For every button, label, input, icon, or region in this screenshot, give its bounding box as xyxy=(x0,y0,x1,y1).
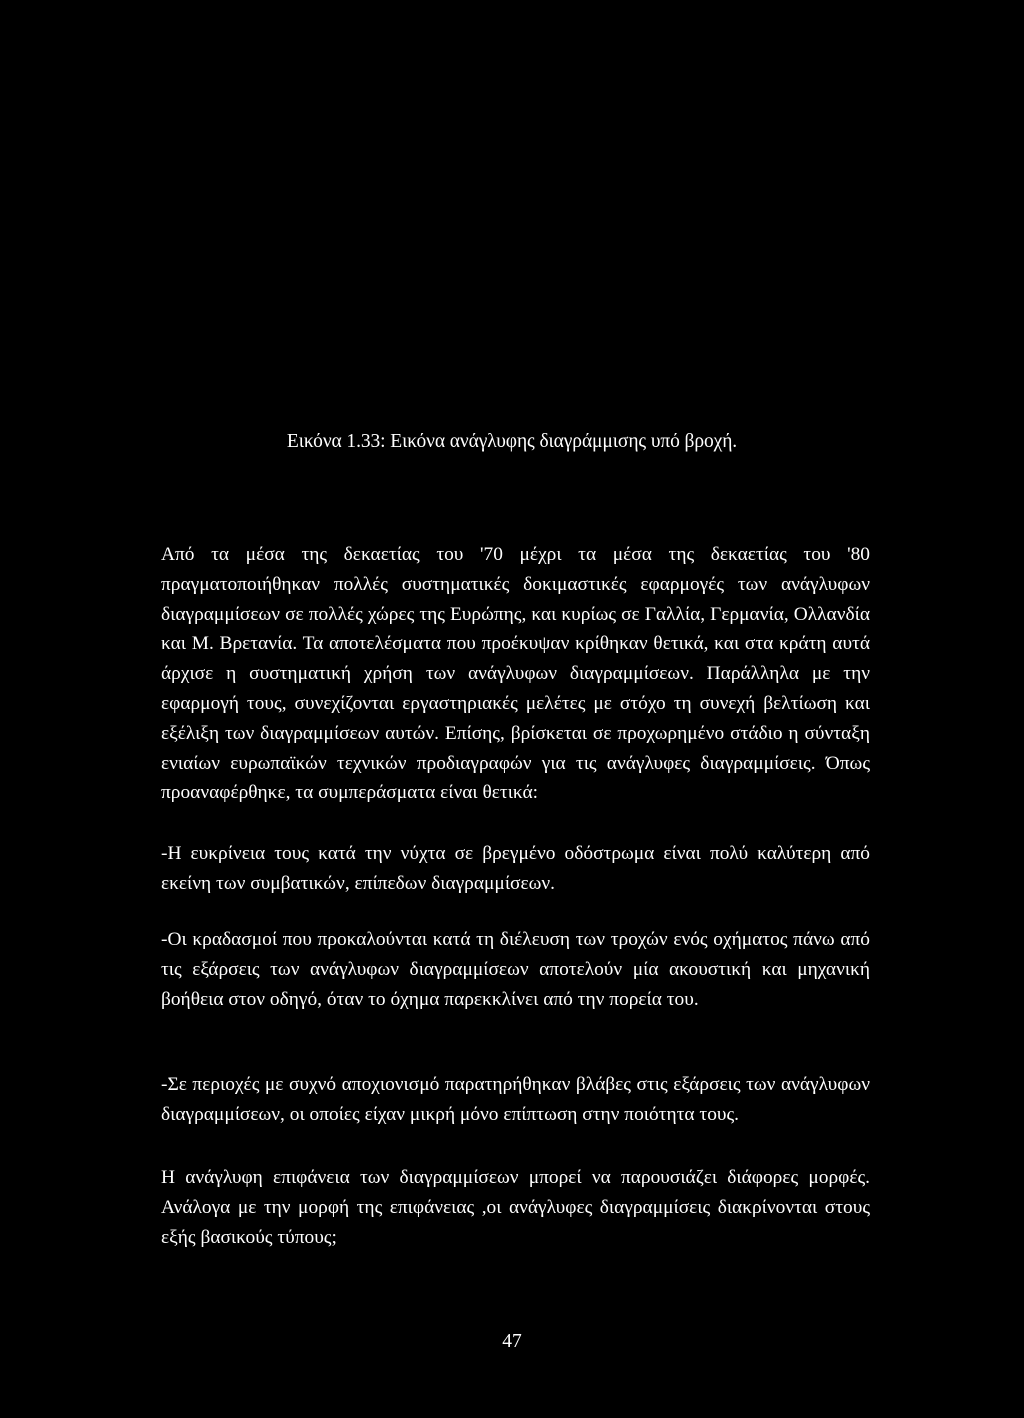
paragraph-vibrations xyxy=(161,925,870,1014)
paragraph-text: -Σε περιοχές με συχνό αποχιονισμό παρατηρήθηκαν βλάβες στις εξάρσεις των ανάγλυφων διαγραμμίσεων, οι οποίες είχαν μικρή μόνο επίπτωση στην ποιότητα τους. xyxy=(161,1074,870,1125)
paragraph-surface-types xyxy=(161,1163,870,1252)
figure-image xyxy=(0,0,1024,420)
paragraph-text: -Οι κραδασμοί που προκαλούνται κατά τη διέλευση των τροχών ενός οχήματος πάνω από τις εξάρσεις των ανάγλυφων διαγραμμίσεων αποτελούν μία ακουστική και μηχανική βοήθεια στον οδηγό, όταν το όχημα παρεκκλίνει από την πορεία του. xyxy=(161,929,870,1010)
paragraph-history xyxy=(161,540,870,808)
paragraph-night-visibility xyxy=(161,839,870,899)
paragraph-text: Η ανάγλυφη επιφάνεια των διαγραμμίσεων μπορεί να παρουσιάζει διάφορες μορφές. Ανάλογα με την μορφή της επιφάνειας ,οι ανάγλυφες διαγραμμίσεις διακρίνονται στους εξής βασικούς τύπους; xyxy=(161,1167,870,1248)
paragraph-text: Από τα μέσα της δεκαετίας του '70 μέχρι τα μέσα της δεκαετίας του '80 πραγματοποιήθηκαν πολλές συστηματικές δοκιμαστικές εφαρμογές των ανάγλυφων διαγραμμίσεων σε πολλές χώρες της Ευρώπης, και κυρίως σε Γαλλία, Γερμανία, Ολλανδία και Μ. Βρετανία. Τα αποτελέσματα που προέκυψαν κρίθηκαν θετικά, και στα κράτη αυτά άρχισε η συστηματική χρήση των ανάγλυφων διαγραμμίσεων. Παράλληλα με την εφαρμογή τους, συνεχίζονται εργαστηριακές μελέτες με στόχο τη συνεχή βελτίωση και εξέλιξη των διαγραμμίσεων αυτών. Επίσης, βρίσκεται σε προχωρημένο στάδιο η σύνταξη ενιαίων ευρωπαϊκών τεχνικών προδιαγραφών για τις ανάγλυφες διαγραμμίσεις. Όπως προαναφέρθηκε, τα συμπεράσματα είναι θετικά: xyxy=(161,544,870,804)
paragraph-snow-removal xyxy=(161,1070,870,1130)
paragraph-text: -Η ευκρίνεια τους κατά την νύχτα σε βρεγμένο οδόστρωμα είναι πολύ καλύτερη από εκείνη των συμβατικών, επίπεδων διαγραμμίσεων. xyxy=(161,843,870,894)
figure-caption: Εικόνα 1.33: Εικόνα ανάγλυφης διαγράμμισης υπό βροχή. xyxy=(286,431,738,452)
page-number: 47 xyxy=(502,1331,522,1352)
